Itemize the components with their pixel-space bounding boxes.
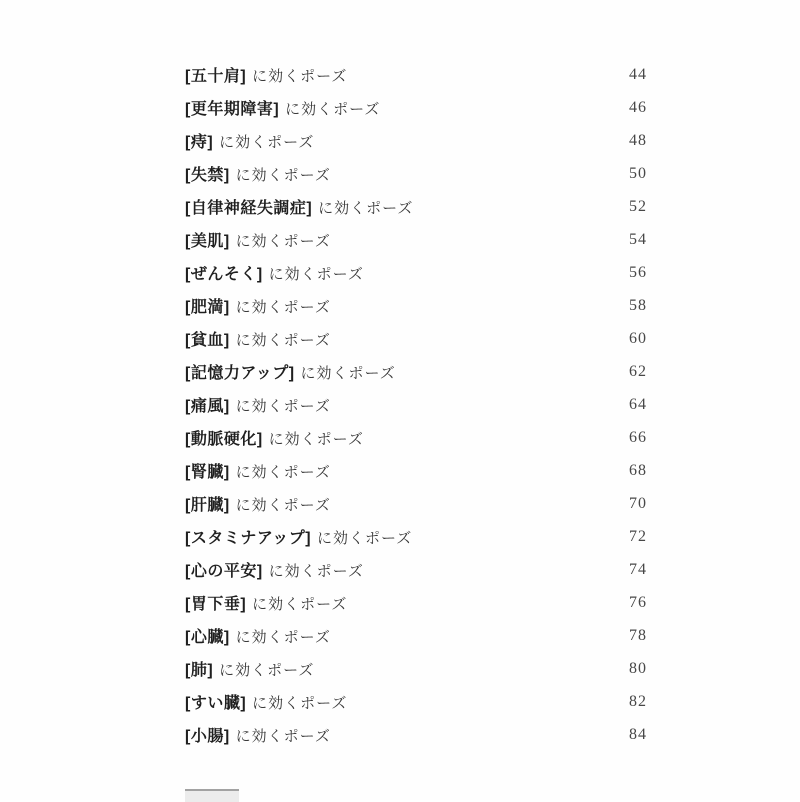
toc-entry-page-number: 52 — [629, 197, 647, 215]
toc-entry-suffix: に効くポーズ — [235, 498, 331, 514]
toc-entry-page-number: 56 — [629, 263, 647, 281]
toc-entry-row — [185, 421, 647, 454]
toc-entry-page-number: 76 — [629, 593, 647, 611]
toc-entry-text — [185, 360, 396, 383]
toc-entry-row — [185, 652, 647, 685]
toc-entry-suffix: に効くポーズ — [235, 168, 331, 184]
toc-entry-suffix: に効くポーズ — [219, 135, 315, 151]
toc-entry-text — [185, 657, 314, 680]
toc-entry-row — [185, 619, 647, 652]
toc-entry-row — [185, 322, 647, 355]
toc-entry-text — [185, 63, 347, 86]
toc-entry-term: [貧血] — [185, 332, 230, 349]
toc-entry-term: [胃下垂] — [185, 596, 247, 613]
toc-entry-suffix: に効くポーズ — [268, 564, 364, 580]
toc-list — [185, 58, 647, 751]
toc-entry-term: [腎臓] — [185, 464, 230, 481]
toc-entry-row — [185, 190, 647, 223]
toc-entry-text — [185, 129, 314, 152]
toc-entry-suffix: に効くポーズ — [317, 531, 413, 547]
toc-entry-suffix: に効くポーズ — [235, 729, 331, 745]
toc-entry-text — [185, 690, 347, 713]
toc-entry-suffix: に効くポーズ — [300, 366, 396, 382]
toc-entry-suffix: に効くポーズ — [235, 465, 331, 481]
toc-entry-row — [185, 388, 647, 421]
toc-entry-term: [すい臓] — [185, 695, 247, 712]
toc-entry-row — [185, 91, 647, 124]
toc-entry-row — [185, 520, 647, 553]
toc-entry-suffix: に効くポーズ — [235, 300, 331, 316]
toc-entry-term: [心の平安] — [185, 563, 263, 580]
toc-entry-suffix: に効くポーズ — [235, 630, 331, 646]
toc-entry-suffix: に効くポーズ — [235, 399, 331, 415]
toc-entry-text — [185, 327, 331, 350]
toc-entry-term: [肥満] — [185, 299, 230, 316]
toc-entry-page-number: 72 — [629, 527, 647, 545]
toc-entry-row — [185, 454, 647, 487]
toc-entry-row — [185, 58, 647, 91]
toc-entry-text — [185, 294, 331, 317]
toc-entry-text — [185, 96, 380, 119]
toc-entry-term: [自律神経失調症] — [185, 200, 313, 217]
toc-entry-term: [動脈硬化] — [185, 431, 263, 448]
page-bottom-partial-box — [185, 789, 239, 802]
toc-entry-text — [185, 162, 331, 185]
toc-entry-suffix: に効くポーズ — [235, 333, 331, 349]
toc-entry-row — [185, 289, 647, 322]
toc-entry-page-number: 82 — [629, 692, 647, 710]
toc-entry-suffix: に効くポーズ — [285, 102, 381, 118]
toc-entry-term: [スタミナアップ] — [185, 530, 312, 547]
toc-entry-row — [185, 157, 647, 190]
toc-entry-text — [185, 393, 331, 416]
toc-entry-row — [185, 586, 647, 619]
toc-entry-page-number: 44 — [629, 65, 647, 83]
toc-entry-page-number: 62 — [629, 362, 647, 380]
toc-entry-row — [185, 355, 647, 388]
toc-entry-page-number: 66 — [629, 428, 647, 446]
toc-entry-text — [185, 492, 331, 515]
toc-entry-term: [失禁] — [185, 167, 230, 184]
toc-entry-page-number: 64 — [629, 395, 647, 413]
toc-entry-term: [五十肩] — [185, 68, 247, 85]
toc-entry-text — [185, 426, 364, 449]
toc-entry-suffix: に効くポーズ — [268, 432, 364, 448]
toc-entry-text — [185, 195, 413, 218]
toc-entry-term: [更年期障害] — [185, 101, 280, 118]
toc-entry-page-number: 84 — [629, 725, 647, 743]
toc-entry-page-number: 58 — [629, 296, 647, 314]
toc-entry-suffix: に効くポーズ — [252, 597, 348, 613]
toc-entry-text — [185, 261, 364, 284]
toc-entry-text — [185, 525, 412, 548]
toc-entry-text — [185, 558, 364, 581]
toc-entry-term: [肺] — [185, 662, 214, 679]
toc-entry-page-number: 54 — [629, 230, 647, 248]
toc-entry-page-number: 46 — [629, 98, 647, 116]
toc-entry-term: [ぜんそく] — [185, 266, 263, 283]
toc-entry-text — [185, 228, 331, 251]
toc-entry-row — [185, 256, 647, 289]
toc-entry-page-number: 50 — [629, 164, 647, 182]
toc-entry-suffix: に効くポーズ — [318, 201, 414, 217]
toc-entry-suffix: に効くポーズ — [252, 69, 348, 85]
toc-entry-row — [185, 124, 647, 157]
toc-entry-suffix: に効くポーズ — [235, 234, 331, 250]
toc-entry-page-number: 70 — [629, 494, 647, 512]
toc-entry-row — [185, 223, 647, 256]
toc-entry-term: [美肌] — [185, 233, 230, 250]
toc-entry-page-number: 74 — [629, 560, 647, 578]
toc-entry-term: [記憶力アップ] — [185, 365, 295, 382]
toc-entry-suffix: に効くポーズ — [252, 696, 348, 712]
toc-entry-row — [185, 685, 647, 718]
toc-entry-term: [心臓] — [185, 629, 230, 646]
toc-entry-row — [185, 553, 647, 586]
toc-entry-term: [痛風] — [185, 398, 230, 415]
toc-entry-term: [肝臓] — [185, 497, 230, 514]
toc-entry-term: [痔] — [185, 134, 214, 151]
toc-entry-term: [小腸] — [185, 728, 230, 745]
toc-entry-text — [185, 591, 347, 614]
toc-entry-row — [185, 718, 647, 751]
toc-entry-page-number: 68 — [629, 461, 647, 479]
toc-entry-page-number: 80 — [629, 659, 647, 677]
toc-entry-text — [185, 459, 331, 482]
toc-entry-text — [185, 624, 331, 647]
toc-entry-page-number: 48 — [629, 131, 647, 149]
toc-entry-row — [185, 487, 647, 520]
toc-entry-page-number: 78 — [629, 626, 647, 644]
toc-entry-text — [185, 723, 331, 746]
toc-entry-page-number: 60 — [629, 329, 647, 347]
toc-entry-suffix: に効くポーズ — [219, 663, 315, 679]
toc-entry-suffix: に効くポーズ — [268, 267, 364, 283]
